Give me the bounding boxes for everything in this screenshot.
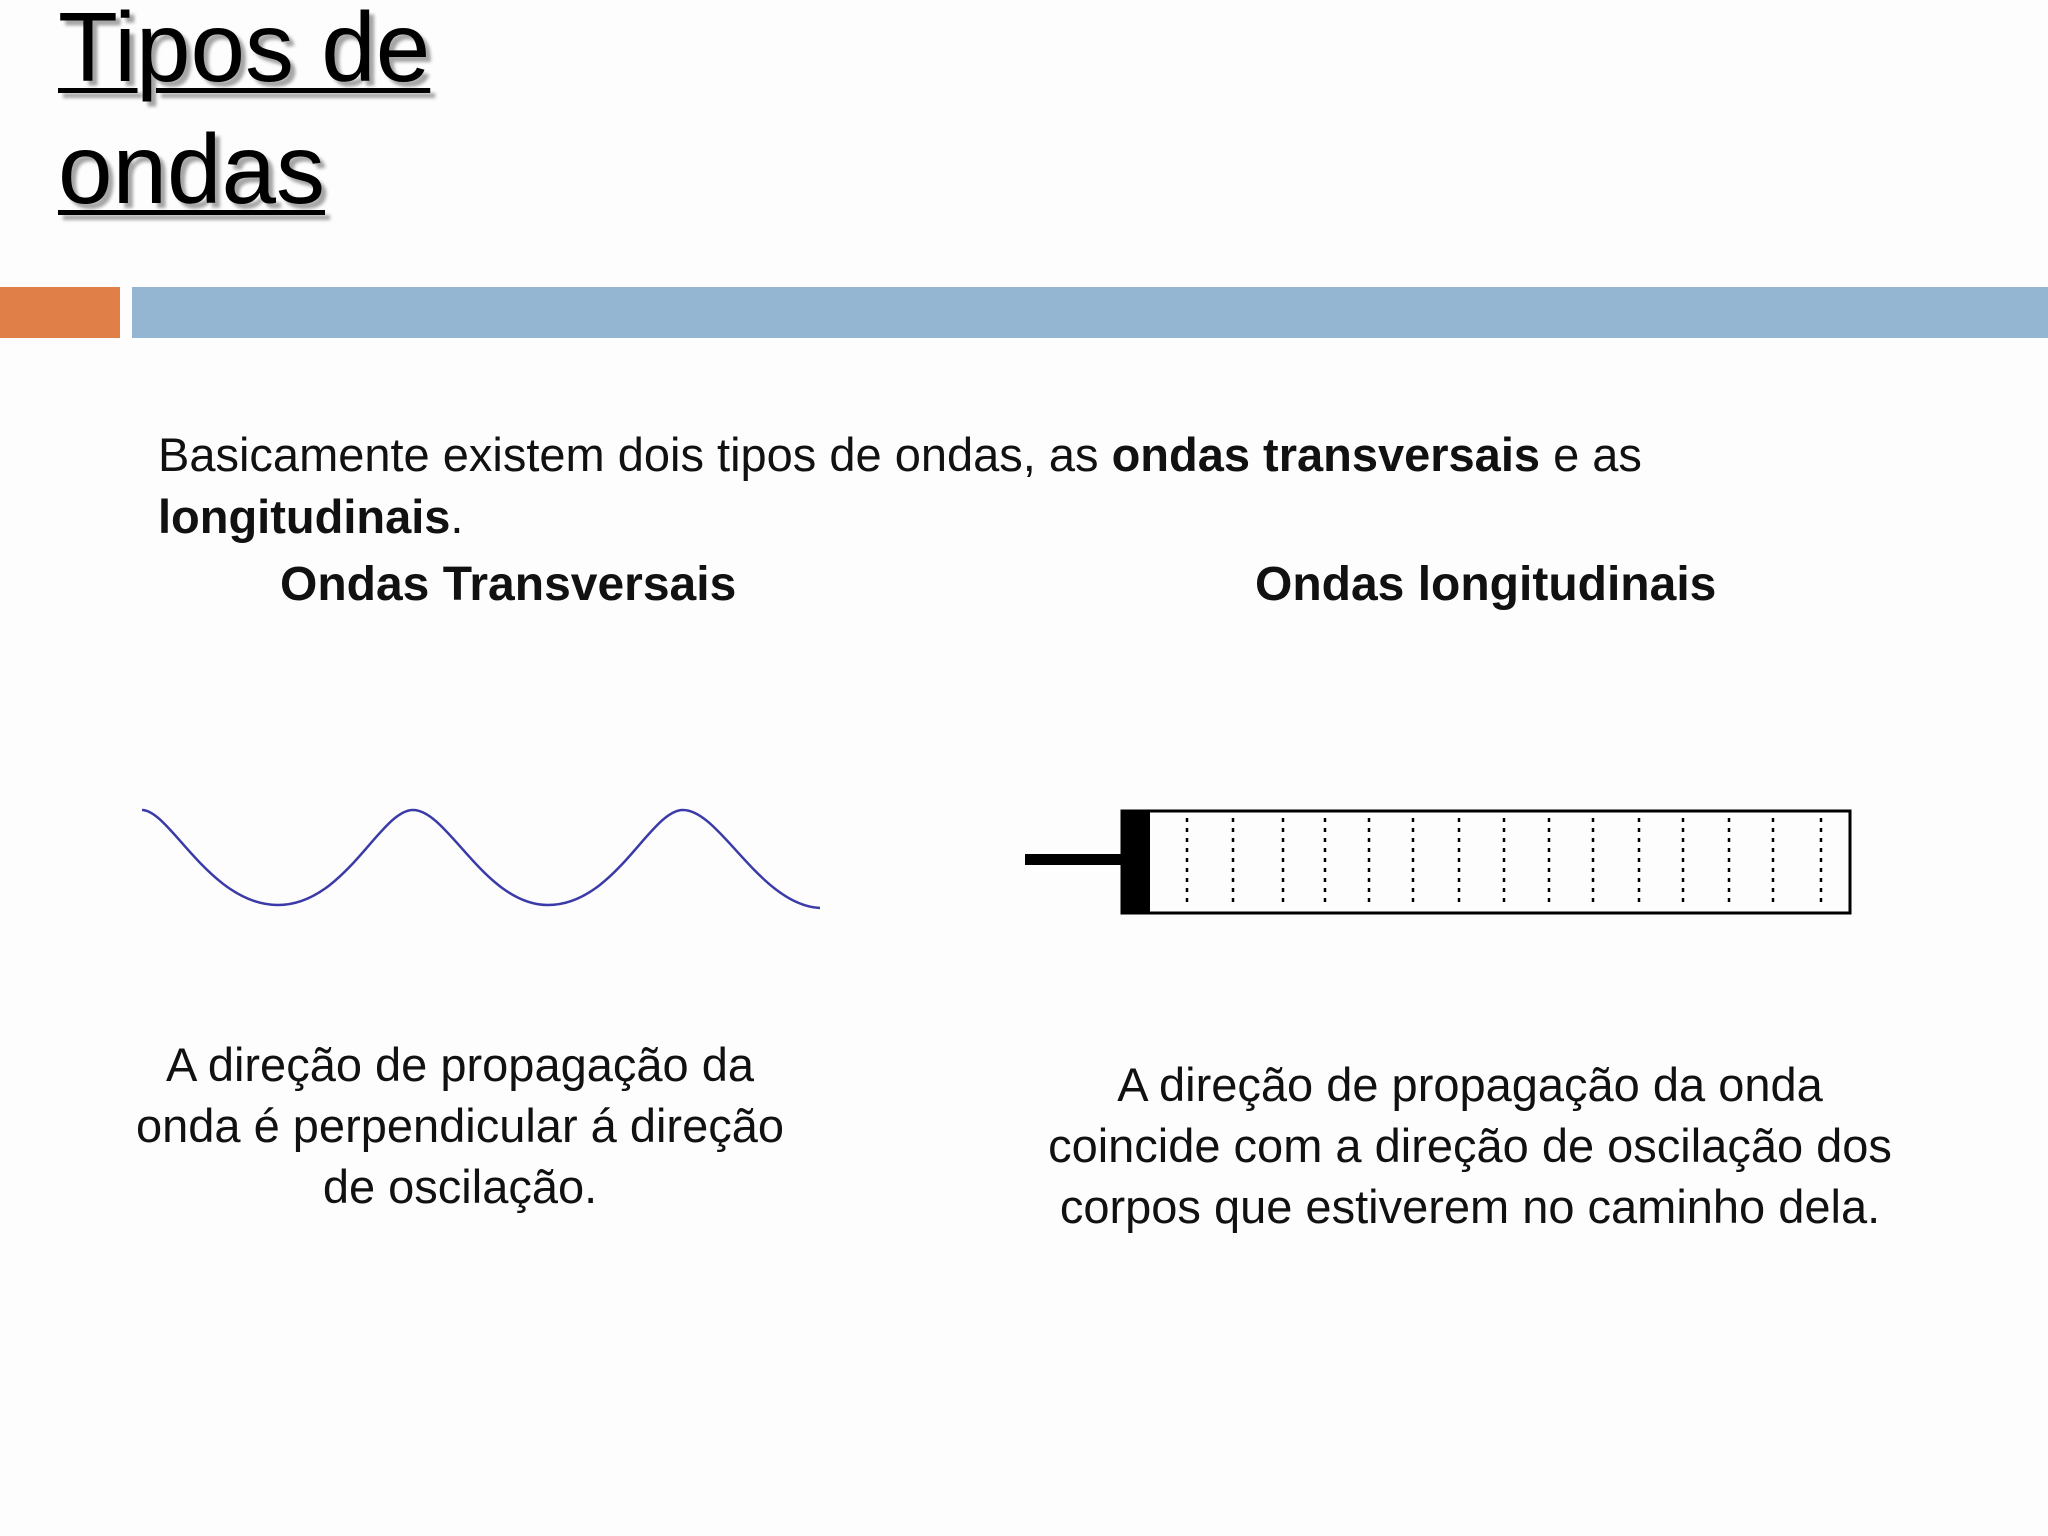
accent-bar [0,287,120,338]
longitudinal-wave-diagram [1015,800,1865,925]
slide-title [58,0,430,230]
tube-outline [1122,811,1850,913]
slide-title-line2: ondas [58,114,326,224]
compression-lines [1187,818,1821,908]
piston-rod [1025,854,1135,865]
header-divider-bar [132,287,2048,338]
intro-text-3: . [450,490,464,543]
piston-head [1122,810,1150,914]
transverse-wave-diagram [130,770,830,950]
intro-bold-longitudinais: longitudinais [158,490,451,543]
transverse-description: A direção de propagação da onda é perpendicular á direção de oscilação. [135,1038,785,1213]
intro-text-2: e as [1540,428,1642,481]
transverse-heading: Ondas Transversais [280,558,737,611]
sine-wave [142,810,820,908]
intro-text-1: Basicamente existem dois tipos de ondas, as [158,428,1112,481]
intro-bold-transversais: ondas transversais [1111,428,1541,481]
longitudinal-heading: Ondas longitudinais [1255,558,1717,611]
slide-title-line1: Tipos de [58,0,431,102]
intro-paragraph [158,424,1758,548]
longitudinal-description: A direção de propagação da onda coincide com a direção de oscilação dos corpos que estiverem no caminho dela. [1048,1058,1892,1233]
